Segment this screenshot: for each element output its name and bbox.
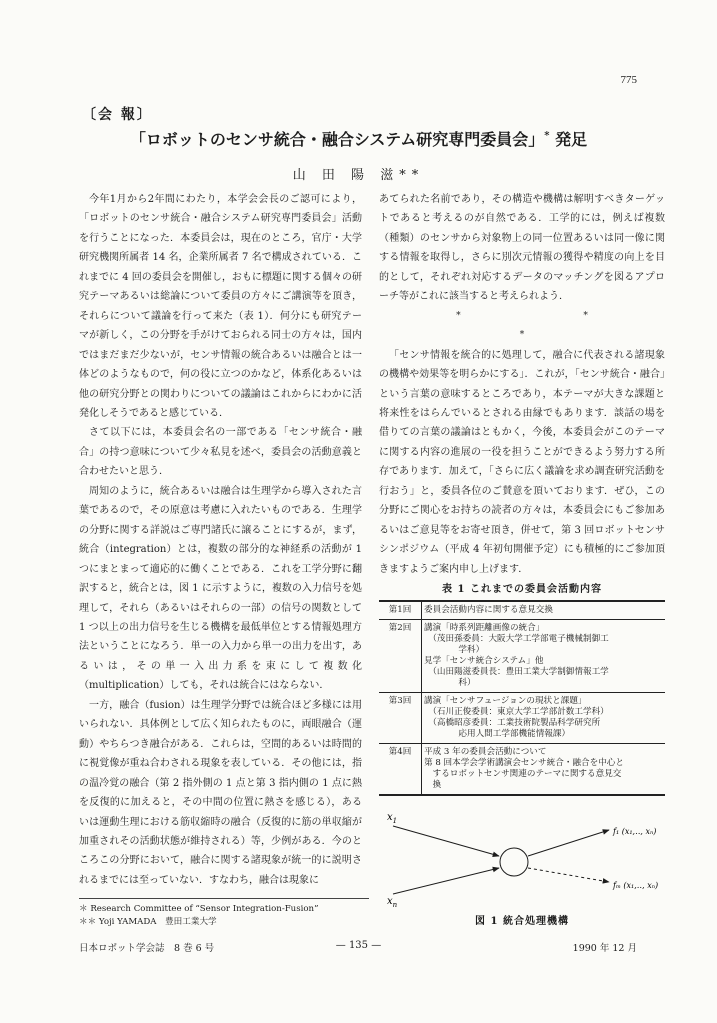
table-row	[379, 620, 665, 693]
table-cell-line: 科）	[424, 678, 476, 688]
left-column	[79, 190, 362, 890]
table-cell-meeting: 第3回	[379, 693, 422, 744]
publication-date: 1990 年 12 月	[572, 943, 637, 954]
title-text: 「ロボットのセンサ統合・融合システム研究専門委員会」	[129, 130, 545, 149]
footnotes	[79, 898, 369, 929]
table-cell-line: 講演「センサフュージョンの現状と課題」	[424, 696, 587, 706]
table-cell-meeting: 第4回	[379, 744, 422, 796]
body-paragraph: 一方，融合（fusion）は生理学分野では統合ほど多様には用いられない．具体例として広く知られたものに，両眼融合（運動）やちらつき融合がある．これらは，空間的あるいは時間的に視覚像が重ね合わされる現象を表している．その他には，指の温冷覚の融合（第 2 指外側の 1 点と第 3 指内側の 1 点に熱を反復的に加えると，その中間の位置に熱さを感じる），あるいは運動生理における筋収縮時の融合（反復的に筋の単収縮が加重されその活動状態が維持される）等，少例がある．今のところこの分野において，融合に関する諸現象が統一的に説明されるまでには至っていない．すなわち，融合は現象に	[79, 699, 362, 886]
input-label-bottom: $x_n$	[387, 896, 398, 909]
activity-table	[379, 600, 665, 796]
table-cell-line: （石川正俊委員：東京大学工学部計数工学科）	[424, 707, 609, 717]
footnote: ＊＊ Yoji YAMADA 豊田工業大学	[79, 917, 217, 927]
integration-diagram	[379, 806, 665, 910]
table-caption: 表 1 これまでの委員会活動内容	[442, 584, 602, 595]
footnote: ＊ Research Committee of “Sensor Integration-Fusion”	[79, 904, 319, 914]
table-row	[379, 693, 665, 744]
table-cell-line: （高橋昭彦委員：工業技術院製品科学研究所	[424, 718, 601, 728]
table-cell-line: 委員会活動内容に関する意見交換	[424, 605, 553, 615]
table-cell-line: 講演「時系列距離画像の統合」	[424, 623, 545, 633]
input-label-top: $x_1$	[387, 812, 398, 825]
table-cell-line: （山田陽滋委員長：豊田工業大学制御情報工学	[424, 667, 609, 677]
output-arrow-bottom	[528, 868, 609, 882]
table-row	[379, 601, 665, 620]
table-cell-line: （茂田孫委員：大阪大学工学部電子機械制御工	[424, 634, 609, 644]
output-label-top: f₁ (x₁,‥, xₙ)	[613, 827, 657, 836]
table-cell-content	[422, 620, 666, 693]
table-row	[379, 744, 665, 796]
body-paragraph: あてられた名前であり，その構造や機構は解明すべきターゲットであると考えるのが自然である．工学的には，例えば複数（種類）のセンサから対象物上の同一位置あるいは同一像に関する情報を取得し，さらに別次元情報の獲得や精度の向上を目的として，それぞれ対応するデータのマッチングを図るアプローチ等がこれに該当すると考えられよう．	[379, 194, 665, 303]
table-cell-line: 応用人間工学部機能情報課）	[424, 729, 571, 739]
table-cell-line: 平成 3 年の委員会活動について	[424, 747, 547, 757]
output-arrow-top	[528, 830, 609, 856]
right-column	[379, 190, 665, 579]
article-title	[0, 127, 717, 150]
table-cell-content	[422, 693, 666, 744]
figure-caption: 図 1 統合処理機構	[475, 916, 569, 927]
body-paragraph: 周知のように，統合あるいは融合は生理学から導入された言葉であるので，その原意は考慮に入れたいものである．生理学の分野に関する詳説はご専門諸氏に譲ることにするが，まず，統合（integration）とは，複数の部分的な神経系の活動が 1 つにまとまって適応的に働くことである．これを工学分野に翻訳すると，統合とは，図 1 に示すように，複数の入力信号を処理して，それら（あるいはそれらの一部）の信号の関数として 1 つ以上の出力信号を生じる機構を最低単位とする情報処理方法ということになろう．単一の入力から単一の出力を出す，あるいは，その単一入出力系を束にして複数化（multiplication）しても，それは統合にはならない．	[79, 485, 362, 692]
table-cell-line: 見学「センサ統合システム」他	[424, 656, 544, 666]
body-paragraph: 今年1月から2年間にわたり，本学会会長のご認可により，「ロボットのセンサ統合・融合システム研究専門委員会」活動を行うことになった．本委員会は，現在のところ，官庁・大学研究機関所属者 14 名，企業所属者 7 名で構成されている．これまでに 4 回の委員会を開催し，おもに標題に関する個々の研究テーマあるいは総論について委員の方々にご講演等を頂き，それらについて議論を行って来た（表 1）．何分にも研究テーマが新しく，この分野を手がけておられる同士の方々は，国内ではまだまだ少ないが，センサ情報の統合あるいは融合とは一体どのようなもので，何の役に立つのかなど，体系化あるいは他の研究分野との関わりについての議論はこれからにわかに活発化しそうであると感じている．	[79, 194, 362, 419]
integration-node	[500, 848, 528, 876]
table-cell-line: 第 8 回本学会学術講演会センサ統合・融合を中心と	[424, 758, 624, 768]
section-label: 〔会 報〕	[82, 107, 153, 123]
body-paragraph: 「センサ情報を統合的に処理して，融合に代表される諸現象の機構や効果等を明らかにする」．これが，「センサ統合・融合」という言葉の意味するところであり，本テーマが大きな課題と将来性をはらんでいるとされる由縁でもあります．談話の場を借りての言葉の議論はともかく，今後，本委員会がこのテーマに関する内容の進展の一役を担うことができるよう努力する所存であります．加えて，「さらに広く議論を求め調査研究活動を行おう」と，委員各位のご賛意を頂いております．ぜひ，この分野にご関心をお持ちの読者の方々は，本委員会にもご参加あるいはご意見等をお寄せ頂き，併せて，第 3 回ロボットセンサシンポジウム（平成 4 年初旬開催予定）にも積極的にご参加頂きますようご案内申し上げます．	[379, 349, 665, 575]
page-number: 775	[620, 74, 637, 86]
input-arrow-top	[393, 826, 499, 856]
table-cell-meeting: 第1回	[379, 601, 422, 620]
table-cell-line: 換	[424, 780, 442, 790]
journal-name: 日本ロボット学会誌 8 巻 6 号	[79, 943, 215, 954]
section-separator: * * *	[456, 310, 648, 341]
body-paragraph: さて以下には，本委員会名の一部である「センサ統合・融合」の持つ意味について少々私見を述べ，委員会の活動意義と合わせたいと思う．	[79, 427, 362, 478]
table-cell-line: 学科）	[424, 645, 485, 655]
title-footnote-mark: *	[544, 130, 550, 142]
output-label-bottom: fₘ (x₁,‥, xₙ)	[613, 881, 659, 890]
footer-page-number: — 135 —	[335, 940, 382, 951]
table-cell-line: するロボットセンサ関連のテーマに関する意見交	[424, 769, 622, 779]
author-name: 山 田 陽 滋**	[292, 168, 425, 183]
table-cell-content	[422, 744, 666, 796]
table-cell-content	[422, 601, 666, 620]
input-arrow-bottom	[393, 868, 499, 894]
table-cell-meeting: 第2回	[379, 620, 422, 693]
title-suffix: 発足	[549, 130, 588, 149]
